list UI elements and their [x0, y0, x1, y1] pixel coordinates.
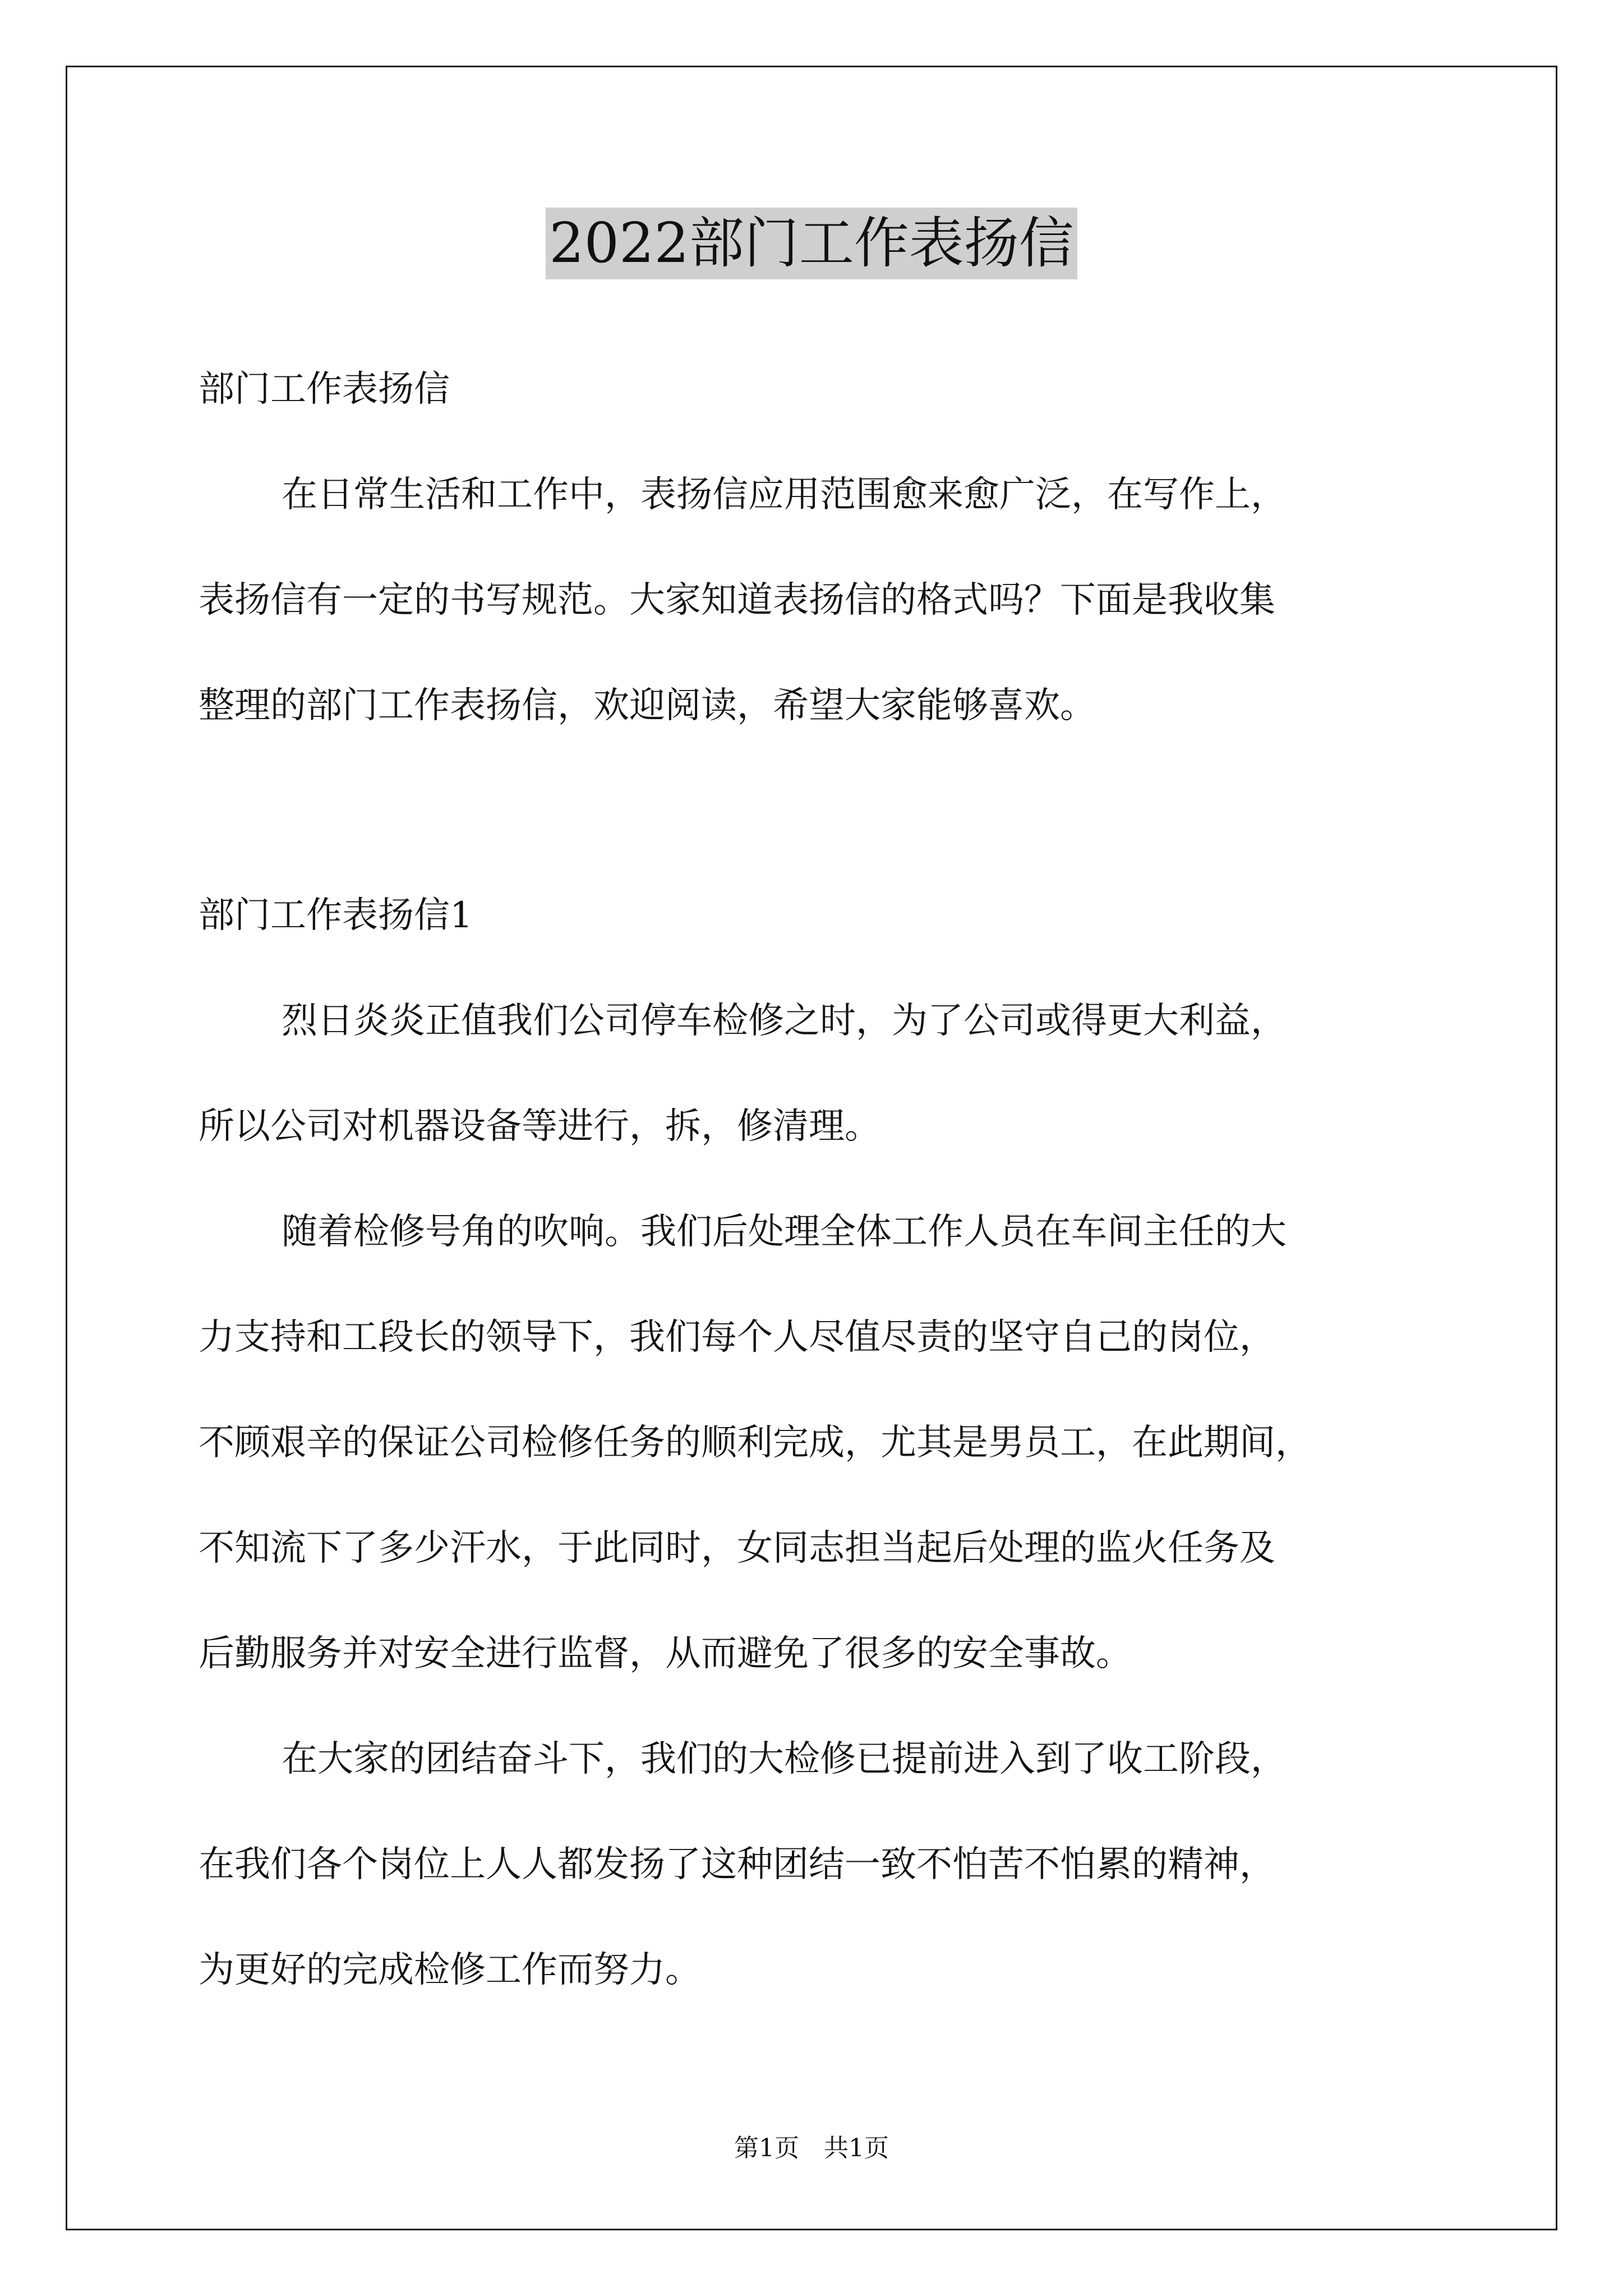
intro-heading: 部门工作表扬信	[199, 369, 450, 410]
section-line-2: 所以公司对机器设备等进行，拆，修清理。	[199, 1106, 880, 1147]
section-line-10: 为更好的完成检修工作而努力。	[199, 1949, 701, 1991]
document-title: 2022部门工作表扬信	[546, 208, 1077, 279]
intro-line-3: 整理的部门工作表扬信，欢迎阅读，希望大家能够喜欢。	[199, 685, 1096, 726]
section-line-6: 不知流下了多少汗水，于此同时，女同志担当起后处理的监火任务及	[199, 1527, 1275, 1569]
section-line-8: 在大家的团结奋斗下，我们的大检修已提前进入到了收工阶段，	[282, 1738, 1287, 1780]
section-line-3: 随着检修号角的吹响。我们后处理全体工作人员在车间主任的大	[282, 1211, 1287, 1253]
page-footer	[0, 2132, 1623, 2165]
document-body	[199, 337, 1455, 2023]
section-line-7: 后勤服务并对安全进行监督，从而避免了很多的安全事故。	[199, 1633, 1132, 1674]
section-heading: 部门工作表扬信1	[199, 895, 473, 936]
page-number: 第1页 共1页	[734, 2134, 889, 2162]
document-title-container	[0, 208, 1623, 279]
section-line-5: 不顾艰辛的保证公司检修任务的顺利完成，尤其是男员工，在此期间，	[199, 1422, 1311, 1464]
section-spacer	[199, 758, 1455, 863]
section-line-4: 力支持和工段长的领导下，我们每个人尽值尽责的坚守自己的岗位，	[199, 1317, 1275, 1358]
intro-line-2: 表扬信有一定的书写规范。大家知道表扬信的格式吗？下面是我收集	[199, 579, 1275, 621]
section-line-9: 在我们各个岗位上人人都发扬了这种团结一致不怕苦不怕累的精神，	[199, 1844, 1275, 1885]
intro-line-1: 在日常生活和工作中，表扬信应用范围愈来愈广泛，在写作上，	[282, 474, 1287, 516]
section-line-1: 烈日炎炎正值我们公司停车检修之时，为了公司或得更大利益，	[282, 1000, 1287, 1042]
